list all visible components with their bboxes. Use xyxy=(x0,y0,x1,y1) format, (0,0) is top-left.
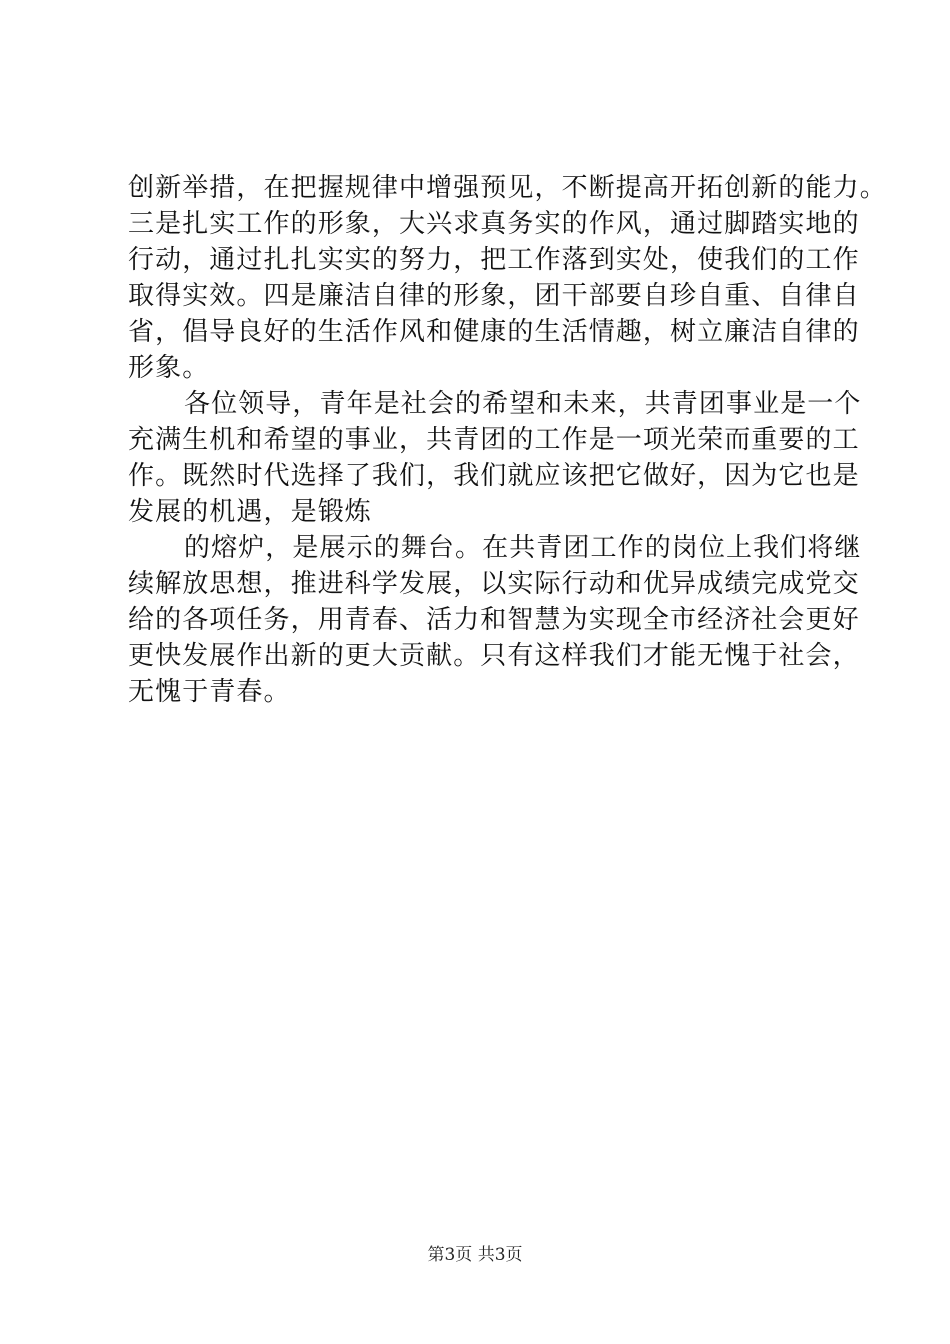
text-line: 更快发展作出新的更大贡献。只有这样我们才能无愧于社会， xyxy=(128,641,860,671)
page-number-label: 第3页 共3页 xyxy=(427,1245,523,1265)
text-line: 无愧于青春。 xyxy=(128,677,291,707)
text-line: 行动，通过扎扎实实的努力，把工作落到实处，使我们的工作 xyxy=(128,245,860,275)
text-line: 给的各项任务，用青春、活力和智慧为实现全市经济社会更好 xyxy=(128,605,860,635)
text-line: 取得实效。四是廉洁自律的形象，团干部要自珍自重、自律自 xyxy=(128,281,860,311)
text-line: 形象。 xyxy=(128,353,210,383)
page-footer xyxy=(0,1243,950,1267)
text-line: 作。既然时代选择了我们，我们就应该把它做好，因为它也是 xyxy=(128,461,860,491)
text-line: 三是扎实工作的形象，大兴求真务实的作风，通过脚踏实地的 xyxy=(128,209,860,239)
text-line: 续解放思想，推进科学发展，以实际行动和优异成绩完成党交 xyxy=(128,569,860,599)
text-line: 省，倡导良好的生活作风和健康的生活情趣，树立廉洁自律的 xyxy=(128,317,860,347)
body-text xyxy=(128,170,887,710)
text-line: 的熔炉，是展示的舞台。在共青团工作的岗位上我们将继 xyxy=(184,533,862,563)
text-line: 创新举措，在把握规律中增强预见，不断提高开拓创新的能力。 xyxy=(128,173,887,203)
text-line: 充满生机和希望的事业，共青团的工作是一项光荣而重要的工 xyxy=(128,425,860,455)
text-line: 各位领导，青年是社会的希望和未来，共青团事业是一个 xyxy=(184,389,862,419)
text-line: 发展的机遇，是锻炼 xyxy=(128,497,372,527)
